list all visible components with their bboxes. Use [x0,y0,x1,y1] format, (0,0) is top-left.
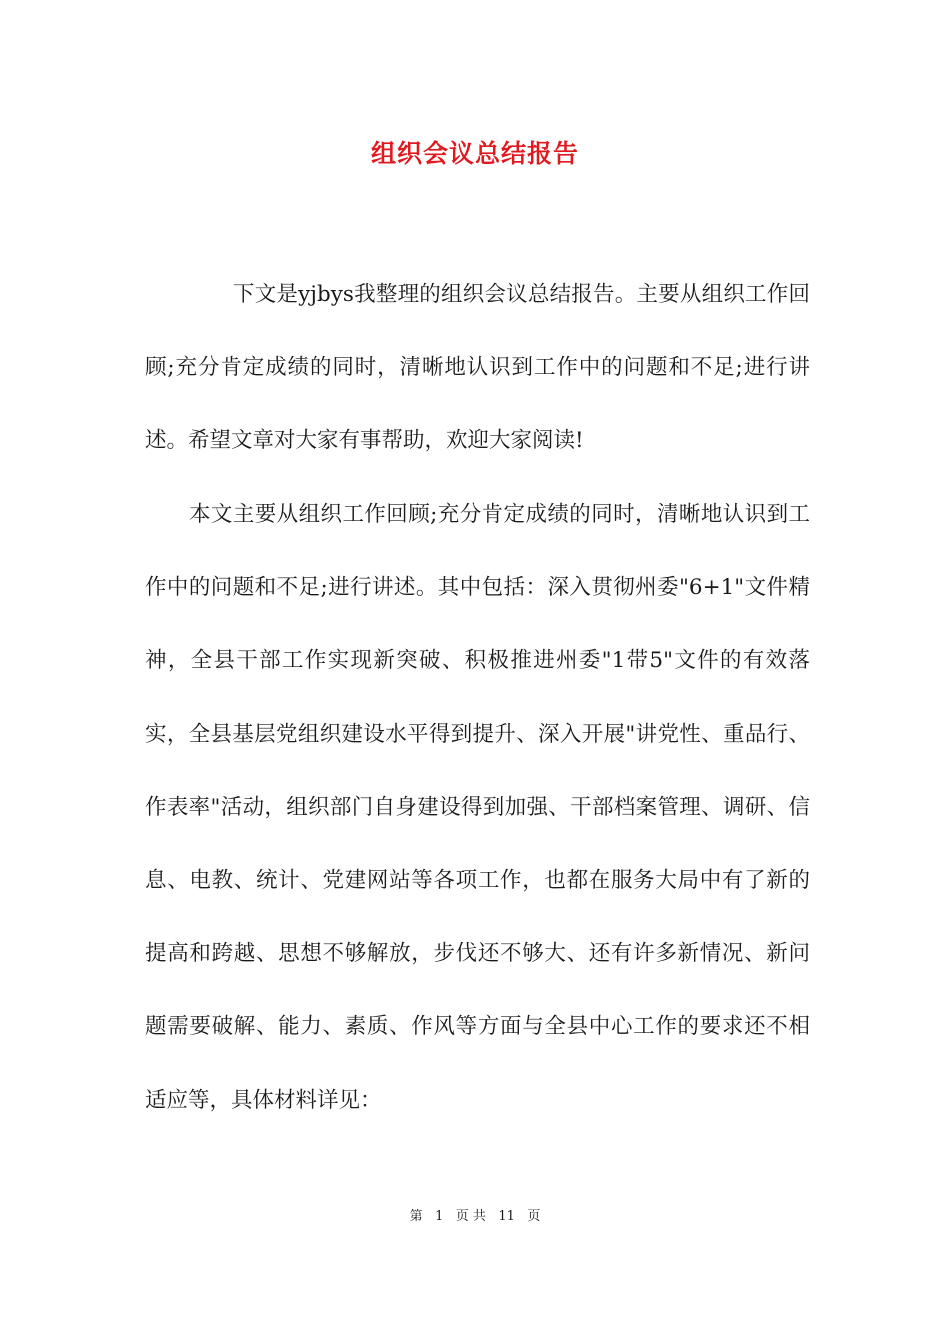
page-footer [0,1207,950,1227]
document-title: 组织会议总结报告 [370,139,579,168]
intro-paragraph: 下文是yjbys我整理的组织会议总结报告。主要从组织工作回顾;充分肯定成绩的同时，清晰地认识到工作中的问题和不足;进行讲述。希望文章对大家有事帮助，欢迎大家阅读! [145,282,810,454]
footer-middle: 页 共 [455,1209,486,1224]
summary-paragraph: 本文主要从组织工作回顾;充分肯定成绩的同时，清晰地认识到工作中的问题和不足;进行讲述。其中包括：深入贯彻州委"6+1"文件精神，全县干部工作实现新突破、积极推进州委"1带5"文件的有效落实，全县基层党组织建设水平得到提升、深入开展"讲党性、重品行、作表率"活动，组织部门自身建设得到加强、干部档案管理、调研、信息、电教、统计、党建网站等各项工作，也都在服务大局中有了新的提高和跨越、思想不够解放，步伐还不够大、还有许多新情况、新问题需要破解、能力、素质、作风等方面与全县中心工作的要求还不相适应等，具体材料详见： [145,502,810,1113]
footer-suffix: 页 [527,1209,541,1224]
footer-total-pages: 11 [498,1209,515,1224]
footer-current-page: 1 [435,1209,444,1224]
footer-prefix: 第 [409,1209,423,1224]
